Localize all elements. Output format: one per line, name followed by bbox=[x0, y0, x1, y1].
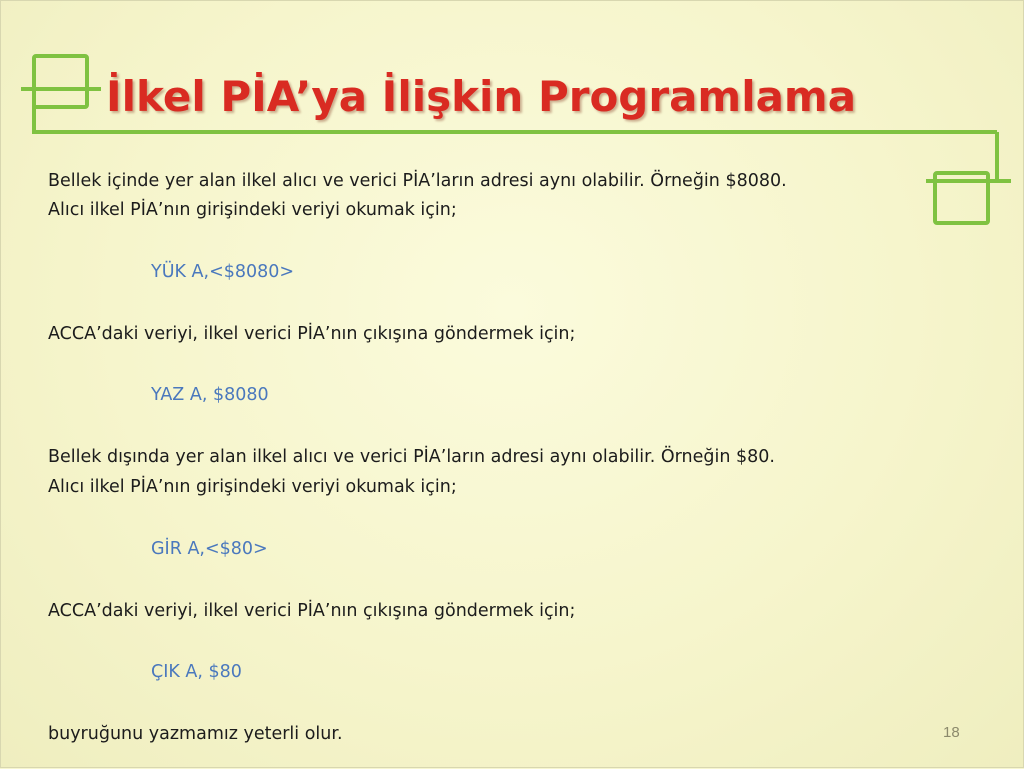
text-line: Bellek içinde yer alan ilkel alıcı ve verici PİA’ların adresi aynı olabilir. Örneğin $8080. bbox=[48, 171, 787, 191]
code-line: ÇIK A, $80 bbox=[151, 662, 242, 682]
code-line: YÜK A,<$8080> bbox=[151, 262, 295, 282]
page-number: 18 bbox=[943, 724, 960, 741]
text-line: Alıcı ilkel PİA’nın girişindeki veriyi okumak için; bbox=[48, 477, 457, 497]
text-line: Bellek dışında yer alan ilkel alıcı ve verici PİA’ların adresi aynı olabilir. Örneğin $80. bbox=[48, 447, 775, 467]
slide-title: İlkel PİA’ya İlişkin Programlama bbox=[106, 72, 857, 121]
text-line: Alıcı ilkel PİA’nın girişindeki veriyi okumak için; bbox=[48, 200, 457, 220]
code-line: YAZ A, $8080 bbox=[151, 385, 269, 405]
text-line: ACCA’daki veriyi, ilkel verici PİA’nın çıkışına göndermek için; bbox=[48, 601, 576, 621]
code-line: GİR A,<$80> bbox=[151, 539, 268, 559]
text-line: ACCA’daki veriyi, ilkel verici PİA’nın çıkışına göndermek için; bbox=[48, 324, 576, 344]
text-line: buyruğunu yazmamız yeterli olur. bbox=[48, 724, 343, 744]
